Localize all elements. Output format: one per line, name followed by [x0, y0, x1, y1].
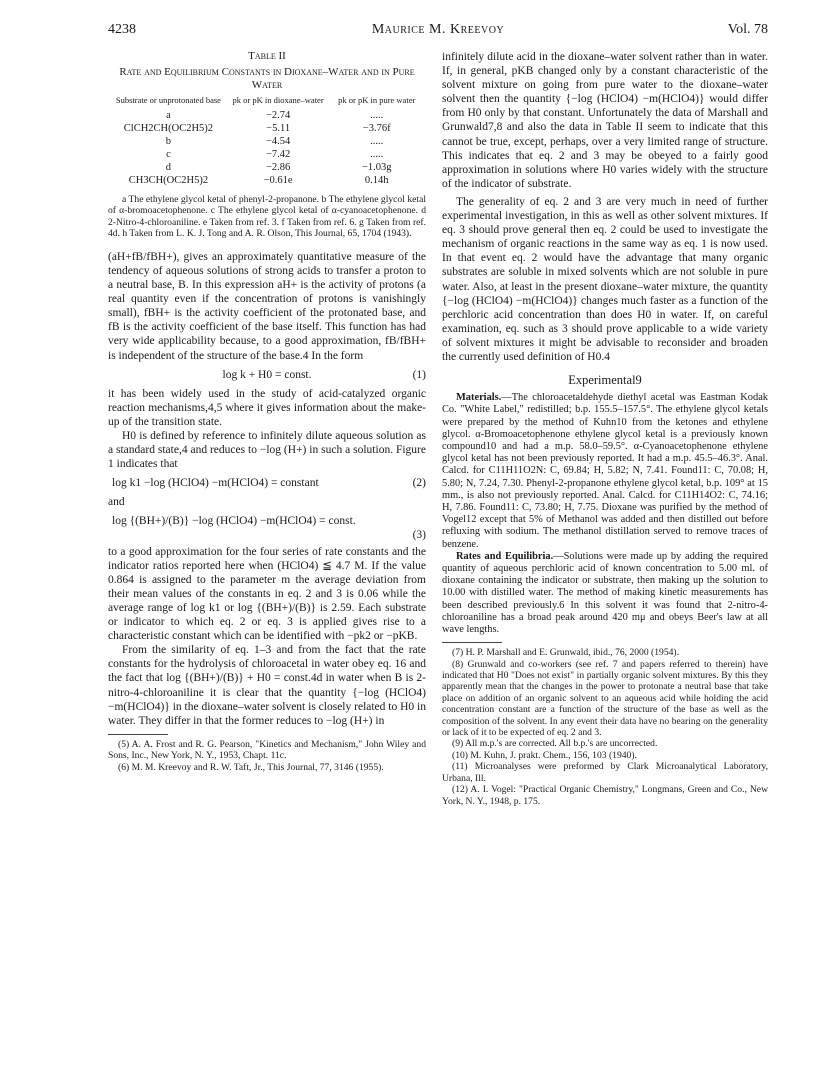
- table-cell: c: [166, 148, 171, 160]
- table-cell: .....: [370, 109, 384, 121]
- table-cell: −1.03g: [361, 161, 392, 173]
- table-row: [108, 148, 426, 161]
- paragraph: infinitely dilute acid in the dioxane–water solvent rather than in water. If, in general, pKB changed only by a constant characteristic of the solvent mixture on going from pure water to the dioxane–water solvent then the quantity {−log (HClO4) −m(HClO4)} would differ from H0 only by that constant. Unfortunately the data of Marshall and Grunwald7,8 and also the data in Table II seem to indicate that this cannot be true, except, perhaps, over a very limited range of structure. This indicates that eq. 2 and 3 may be obeyed to a fairly good approximation in solutions where H0 varies widely with the structure of the indicator of substrate.: [442, 51, 768, 190]
- paragraph: From the similarity of eq. 1–3 and from the fact that the rate constants for the hydrolysis of chloroacetal in water obey eq. 16 and the fact that log {(BH+)/(B)} + H0 = const.4d in water when B is 2-nitro-4-chloroaniline it is clear that the quantity {−log (HClO4) −m(HClO4)} in the dioxane–water solvent is closely related to H0 in water. They differ in that the former reduces to −log (H+) in: [108, 644, 426, 727]
- table-row: [108, 109, 426, 122]
- reference: (9) All m.p.'s are corrected. All b.p.'s are uncorrected.: [452, 738, 658, 750]
- equation-number: (1): [412, 368, 426, 381]
- materials-paragraph: [442, 392, 768, 551]
- conjunction: and: [108, 496, 125, 509]
- paragraph-text: —The chloroacetaldehyde diethyl acetal was Eastman Kodak Co. "White Label," redistilled; b.p. 155.5–157.5°. The ethylene glycol ketals were prepared by the method of Kuhn10 from the ketones and ethylene glycol. α-Bromoacetophenone ethylene glycol ketal is a previously known compound10 and had a m.p. 58.0–59.5°. α-Cyanoacetophenone ethylene glycol ketal has not been previously reported. It had a m.p. 45.5–46.3°. Anal. Calcd. for C11H11O2N: C, 69.84; H, 5.82; N, 7.41. Found11: C, 70.08; H, 5.80; N, 7.24, 7.30. Phenyl-2-propanone ethylene glycol ketal, b.p. 109° at 15 mm., is also not previously reported. Anal. Calcd. for C11H14O2: C, 74.16; H, 7.86. Found11: C, 73.80; H, 7.75. Dioxane was purified by the method of Vogel12 except that 5% of Methanol was added and then distilled out before refluxing with sodium. The methanol distillation served to remove traces of benzene.: [442, 392, 768, 550]
- reference: (6) M. M. Kreevoy and R. W. Taft, Jr., This Journal, 77, 3146 (1955).: [118, 761, 384, 773]
- equation-1: [108, 368, 426, 382]
- table-cell: CH3CH(OC2H5)2: [128, 174, 209, 186]
- equation-number: (2): [412, 477, 426, 490]
- table-cell: −0.61e: [263, 174, 293, 186]
- section-heading: Experimental9: [568, 373, 642, 388]
- table-row: [108, 174, 426, 187]
- table-cell: a: [166, 109, 171, 121]
- reference: (7) H. P. Marshall and E. Grunwald, ibid., 76, 2000 (1954).: [452, 647, 680, 659]
- table-cell: −2.86: [265, 161, 291, 173]
- table-title: Rate and Equilibrium Constants in Dioxane–Water and in Pure Water: [119, 66, 415, 91]
- footnotes: [108, 739, 426, 773]
- footnote-rule: [108, 734, 168, 735]
- volume-label: Vol. 78: [727, 22, 768, 37]
- paragraph: The generality of eq. 2 and 3 are very much in need of further experimental investigation, in this as well as other solvent mixtures. If eq. 3 should prove general then eq. 2 could be used to investigate the mechanism of organic reactions in the same way as eq. 1 is now used. In that event eq. 2 would have the advantage that many organic substrates are soluble in mixed solvents which are not soluble in pure water. Also, at least in the present dioxane–water mixture, the quantity {−log (HClO4) −m(HClO4)} changes much faster as a function of the perchloric acid concentration than does H0 in water. If, on careful examination, eq. such as 3 should prove applicable to a wide variety of solvent mixtures it might be advisable to reconsider and broaden the currently used definition of H0.4: [442, 195, 768, 363]
- equation-text: log k + H0 = const.: [222, 368, 312, 381]
- table-cell: −7.42: [265, 148, 291, 160]
- table-cell: 0.14h: [364, 174, 389, 186]
- reference: (10) M. Kuhn, J. prakt. Chem., 156, 103 (1940).: [452, 749, 637, 761]
- footnotes: [442, 647, 768, 807]
- paragraph: to a good approximation for the four series of rate constants and the indicator ratios reported here when (HClO4) ≦ 4.7 M. If the value 0.864 is assigned to the parameter m the average deviation from their mean values of the constants in eq. 2 and 3 is 0.06 while the average range of log k1 or log {(BH+)/(B)} is 2.59. Each substrate or indicator to which eq. 2 or eq. 3 is applied gives rise to a characteristic constant which can be identified with −pk2 or −pKB.: [108, 545, 426, 643]
- table-cell: −5.11: [266, 122, 291, 134]
- equation-3: [108, 514, 426, 542]
- equation-text: log k1 −log (HClO4) −m(HClO4) = constant: [112, 477, 319, 490]
- table-cell: −3.76f: [362, 122, 391, 134]
- table-label: Table II: [248, 50, 286, 62]
- table-footnote: a The ethylene glycol ketal of phenyl-2-propanone. b The ethylene glycol ketal of α-bromoacetophenone. c The ethylene glycol ketal of α-cyanoacetophenone. d 2-Nitro-4-chloroaniline. e Taken from ref. 3. f Taken from ref. 6. g Taken from ref. 4d. h Taken from L. K. J. Tong and A. R. Olson, This Journal, 65, 1704 (1943).: [108, 193, 426, 240]
- table-row: [108, 135, 426, 148]
- paragraph: it has been widely used in the study of acid-catalyzed organic reaction mechanisms,4,5 where it gives information about the make-up of the transition state.: [108, 387, 426, 428]
- left-column: [108, 50, 426, 773]
- paragraph: H0 is defined by reference to infinitely dilute aqueous solution as a standard state,4 and reduces to −log (H+) in such a solution. Figure 1 indicates that: [108, 430, 426, 471]
- table-row: [108, 122, 426, 135]
- col-water-header: pk or pK in pure water: [338, 95, 416, 105]
- run-in-heading: Materials.: [456, 392, 502, 404]
- equation-2: [108, 476, 426, 490]
- paragraph: (aH+fB/fBH+), gives an approximately quantitative measure of the tendency of aqueous solutions of strong acids to transfer a proton to a neutral base, B. In this expression aH+ is the activity of protons (a real quantity even if the concentration of protons is vanishingly small), fBH+ is the activity coefficient of the protonated base, and fB is the activity coefficient of the base itself. This function has had very wide applicability because, to a good approximation, fB/fBH+ is independent of the structure of the base.4 In the form: [108, 250, 426, 362]
- table-cell: −4.54: [265, 135, 291, 147]
- rates-paragraph: [442, 551, 768, 636]
- reference: (5) A. A. Frost and R. G. Pearson, "Kinetics and Mechanism," John Wiley and Sons, Inc., New York, N. Y., 1953, Chapt. 11c.: [108, 738, 426, 762]
- running-author: Maurice M. Kreevoy: [371, 22, 505, 37]
- reference: (11) Microanalyses were preformed by Clark Microanalytical Laboratory, Urbana, Ill.: [442, 761, 768, 784]
- equation-text: log {(BH+)/(B)} −log (HClO4) −m(HClO4) = const.: [112, 515, 356, 528]
- right-column: [442, 50, 768, 807]
- table-cell: b: [165, 135, 172, 147]
- table-row: [108, 161, 426, 174]
- table-cell: −2.74: [265, 109, 291, 121]
- paragraph-text: —Solutions were made up by adding the required quantity of aqueous perchloric acid of known concentration to 5.00 ml. of dioxane containing the indicator or substrate, then making up the solution to 10.00 with distilled water. The method of making kinetic measurements has been described previously.6 In this solvent it was found that 2-nitro-4-chloroaniline has a broad peak around 420 mμ and obeys Beer's law at all wave lengths.: [442, 550, 768, 636]
- col-substrate-header: Substrate or unprotonated base: [115, 95, 221, 105]
- table-header-row: [108, 96, 426, 109]
- run-in-heading: Rates and Equilibria.: [456, 550, 554, 562]
- reference: (12) A. I. Vogel: "Practical Organic Chemistry," Longmans, Green and Co., New York, N. Y., 1948, p. 175.: [442, 784, 768, 807]
- table-cell: .....: [370, 135, 384, 147]
- footnote-rule: [442, 642, 502, 643]
- table-cell: ClCH2CH(OC2H5)2: [123, 122, 214, 134]
- running-header: [108, 22, 768, 42]
- col-dioxane-header: pk or pK in dioxane–water: [232, 95, 324, 105]
- table-cell: .....: [370, 148, 384, 160]
- page-number: 4238: [108, 22, 136, 37]
- equation-number: (3): [412, 529, 426, 542]
- data-table: [108, 96, 426, 187]
- table-cell: d: [165, 161, 172, 173]
- reference: (8) Grunwald and co-workers (see ref. 7 and papers referred to therein) have indicated that H0 "Does not exist" in partially organic solvent mixtures. By this they apparently mean that the changes in the power to protonate a neutral base that take place on addition of an organic solvent to an aqueous acid while holding the acid concentration constant are a function of the structure of the base as well as the composition of the solvent. In any event their data have no bearing on the generality or lack of it to be expected of eq. 2 and 3.: [442, 658, 768, 739]
